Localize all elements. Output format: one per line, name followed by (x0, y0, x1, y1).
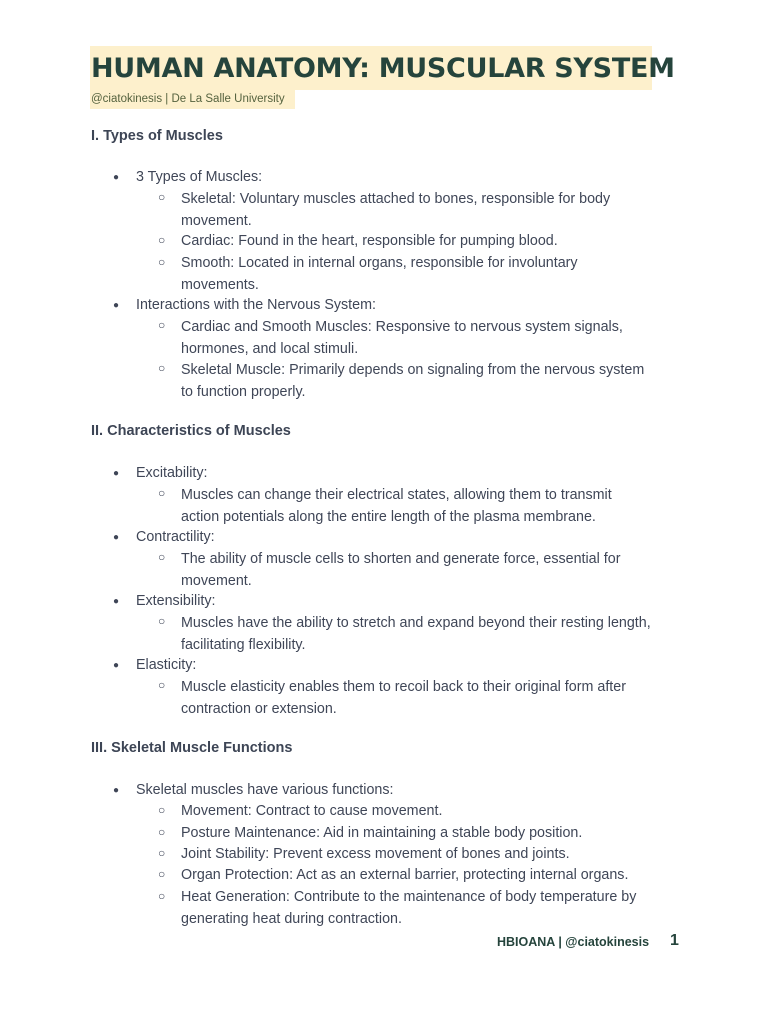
sub-list-item (181, 485, 681, 528)
sub-bullet-icon: ○ (158, 255, 166, 269)
page-title: HUMAN ANATOMY: MUSCULAR SYSTEM (91, 53, 675, 84)
sub-bullet-icon: ○ (158, 318, 166, 332)
sub-bullet-icon: ○ (158, 550, 166, 564)
list-item: Extensibility: (136, 593, 216, 609)
sub-list-line: Skeletal: Voluntary muscles attached to bones, responsible for body (181, 191, 611, 207)
sub-bullet-icon: ○ (158, 803, 166, 817)
footer-label: HBIOANA | @ciatokinesis (497, 935, 650, 949)
sub-list-item (181, 613, 681, 656)
sub-list-item (181, 823, 681, 845)
sub-list-item (181, 677, 681, 720)
list-item: Skeletal muscles have various functions: (136, 782, 394, 798)
sub-list-line: Smooth: Located in internal organs, responsible for involuntary (181, 255, 578, 271)
list-item: Elasticity: (136, 657, 197, 673)
sub-bullet-icon: ○ (158, 889, 166, 903)
section-heading: III. Skeletal Muscle Functions (91, 740, 293, 756)
sub-list-line: generating heat during contraction. (181, 910, 402, 927)
sub-bullet-icon: ○ (158, 486, 166, 500)
sub-list-item (181, 549, 681, 592)
sub-list-line: Posture Maintenance: Aid in maintaining a stable body position. (181, 825, 583, 841)
sub-bullet-icon: ○ (158, 614, 166, 628)
bullet-icon: ● (113, 468, 120, 479)
list-item: Excitability: (136, 465, 208, 481)
sub-bullet-icon: ○ (158, 361, 166, 375)
sub-list-line: movement. (181, 212, 252, 229)
sub-bullet-icon: ○ (158, 825, 166, 839)
sub-list-line: Joint Stability: Prevent excess movement of bones and joints. (181, 846, 570, 862)
sub-list-item (181, 189, 681, 232)
sub-list-line: Heat Generation: Contribute to the maintenance of body temperature by (181, 889, 637, 905)
sub-list-line: facilitating flexibility. (181, 636, 306, 653)
sub-list-line: The ability of muscle cells to shorten and generate force, essential for (181, 551, 621, 567)
sub-list-line: Cardiac and Smooth Muscles: Responsive to nervous system signals, (181, 319, 623, 335)
bullet-icon: ● (113, 172, 120, 183)
sub-list-line: Muscles have the ability to stretch and expand beyond their resting length, (181, 615, 651, 631)
sub-list-item (181, 317, 681, 360)
sub-list-item (181, 360, 681, 403)
sub-list-line: action potentials along the entire length of the plasma membrane. (181, 508, 596, 525)
sub-list-line: contraction or extension. (181, 700, 337, 717)
page-number: 1 (670, 932, 679, 949)
sub-list-line: Muscle elasticity enables them to recoil back to their original form after (181, 679, 626, 695)
sub-list-line: Muscles can change their electrical states, allowing them to transmit (181, 487, 612, 503)
bullet-icon: ● (113, 660, 120, 671)
bullet-icon: ● (113, 785, 120, 796)
sub-list-item (181, 887, 681, 930)
bullet-icon: ● (113, 596, 120, 607)
bullet-icon: ● (113, 532, 120, 543)
page-subtitle: @ciatokinesis | De La Salle University (91, 93, 285, 105)
sub-bullet-icon: ○ (158, 190, 166, 204)
sub-list-line: Movement: Contract to cause movement. (181, 803, 443, 819)
section-heading: I. Types of Muscles (91, 128, 223, 144)
section-heading: II. Characteristics of Muscles (91, 423, 291, 439)
sub-bullet-icon: ○ (158, 846, 166, 860)
bullet-icon: ● (113, 300, 120, 311)
sub-list-line: Skeletal Muscle: Primarily depends on signaling from the nervous system (181, 362, 645, 378)
sub-list-line: to function properly. (181, 383, 306, 400)
list-item: 3 Types of Muscles: (136, 169, 263, 185)
sub-list-line: movements. (181, 276, 259, 293)
sub-bullet-icon: ○ (158, 678, 166, 692)
sub-list-item (181, 231, 681, 253)
sub-list-item (181, 844, 681, 866)
sub-list-item (181, 865, 681, 887)
list-item: Interactions with the Nervous System: (136, 297, 376, 313)
sub-bullet-icon: ○ (158, 867, 166, 881)
list-item: Contractility: (136, 529, 215, 545)
sub-list-item (181, 253, 681, 296)
sub-list-line: movement. (181, 572, 252, 589)
sub-list-line: Organ Protection: Act as an external barrier, protecting internal organs. (181, 867, 629, 883)
sub-list-line: hormones, and local stimuli. (181, 340, 359, 357)
sub-bullet-icon: ○ (158, 233, 166, 247)
sub-list-item (181, 801, 681, 823)
sub-list-line: Cardiac: Found in the heart, responsible for pumping blood. (181, 233, 558, 249)
